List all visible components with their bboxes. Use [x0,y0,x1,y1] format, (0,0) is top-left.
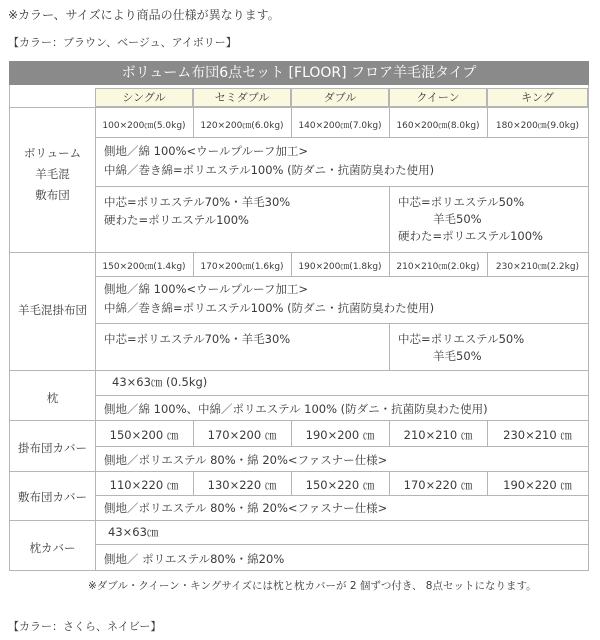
size-cell: 170×200㎝(1.6kg) [200,262,284,272]
row-label-mattress [10,145,95,204]
divider [9,420,589,421]
size-cell: 110×220 ㎝ [109,478,179,492]
mattress-filling: 中綿／巻き綿=ポリエステル100% (防ダニ・抗菌防臭わた使用) [104,163,435,177]
mattress-core-right-2: 羊毛50% [433,212,482,226]
column-header-king: キング [487,88,588,107]
label-divider [95,107,96,571]
divider [9,520,589,521]
size-cell: 150×200 ㎝ [109,428,179,442]
row-label-comforter: 羊毛混掛布団 [18,303,87,317]
size-cell: 100×200㎝(5.0kg) [102,121,186,131]
divider [389,323,390,370]
divider [95,186,589,187]
row-label-line: 敷布団 [35,188,70,202]
color-options-label: 【カラー：ブラウン、ベージュ、アイボリー】 [8,36,237,49]
divider [95,323,589,324]
mattress-core-left-1: 中芯=ポリエステル70%・羊毛30% [104,195,291,209]
pillow-size: 43×63㎝ (0.5kg) [112,375,208,389]
size-cell: 210×210㎝(2.0kg) [396,262,480,272]
table-title: ボリューム布団6点セット [FLOOR] フロア羊毛混タイプ [9,61,589,85]
mattress-fabric: 側地／綿 100%<ウールプルーフ加工> [104,144,309,158]
size-cell: 130×220 ㎝ [207,478,277,492]
column-header-semi-double: セミダブル [193,88,291,107]
divider [9,107,589,108]
color-options-label-2: 【カラー：さくら、ネイビー】 [8,620,162,633]
size-cell: 230×210 ㎝ [503,428,572,442]
size-cell: 150×200㎝(1.4kg) [102,262,186,272]
row-label-mattress-cover: 敷布団カバー [18,490,87,504]
divider [95,276,589,277]
pillow-cover-size: 43×63㎝ [108,525,159,539]
size-cell: 210×210 ㎝ [403,428,473,442]
mattress-core-left-2: 硬わた=ポリエステル100% [104,213,249,227]
comforter-filling: 中綿／巻き綿=ポリエステル100% (防ダニ・抗菌防臭わた使用) [104,301,435,315]
row-label-pillow: 枕 [46,391,59,405]
comforter-core-left: 中芯=ポリエステル70%・羊毛30% [104,332,291,346]
divider [95,544,589,545]
comforter-core-right-1: 中芯=ポリエステル50% [398,332,525,346]
size-cell: 140×200㎝(7.0kg) [298,121,382,131]
pillow-material: 側地／綿 100%、中綿／ポリエステル 100% (防ダニ・抗菌防臭わた使用) [104,402,488,416]
mattress-core-right-1: 中芯=ポリエステル50% [398,195,525,209]
divider [95,395,589,396]
size-cell: 230×210㎝(2.2kg) [495,262,580,272]
comforter-core-right-2: 羊毛50% [433,349,482,363]
size-cell: 190×220 ㎝ [503,478,572,492]
size-cell: 190×200㎝(1.8kg) [298,262,382,272]
divider [95,495,589,496]
divider [95,446,589,447]
spec-note: ※カラー、サイズにより商品の仕様が異なります。 [8,8,280,22]
column-header-single: シングル [95,88,193,107]
column-header-double: ダブル [291,88,389,107]
size-cell: 180×200㎝(9.0kg) [495,121,580,131]
divider [9,471,589,472]
row-label-line: ボリューム [23,146,82,160]
divider [9,252,589,253]
mattress-core-right-3: 硬わた=ポリエステル100% [398,229,543,243]
row-label-pillow-cover: 枕カバー [29,541,76,555]
set-footnote: ※ダブル・クイーン・キングサイズには枕と枕カバーが 2 個ずつ付き、 8点セットになります。 [88,580,537,592]
row-label-comforter-cover: 掛布団カバー [18,441,87,455]
size-cell: 170×200 ㎝ [207,428,277,442]
divider [389,186,390,252]
divider [9,370,589,371]
comforter-fabric: 側地／綿 100%<ウールプルーフ加工> [104,282,309,296]
size-cell: 150×220 ㎝ [305,478,375,492]
size-cell: 170×220 ㎝ [403,478,473,492]
divider [95,137,589,138]
mattress-cover-material: 側地／ポリエステル 80%・綿 20%<ファスナー仕様> [104,501,388,515]
pillow-cover-material: 側地／ ポリエステル80%・綿20% [104,552,285,566]
row-label-line: 羊毛混 [35,167,70,181]
size-cell: 190×200 ㎝ [305,428,375,442]
comforter-cover-material: 側地／ポリエステル 80%・綿 20%<ファスナー仕様> [104,453,388,467]
size-cell: 120×200㎝(6.0kg) [200,121,284,131]
size-cell: 160×200㎝(8.0kg) [396,121,480,131]
column-header-queen: クイーン [389,88,487,107]
